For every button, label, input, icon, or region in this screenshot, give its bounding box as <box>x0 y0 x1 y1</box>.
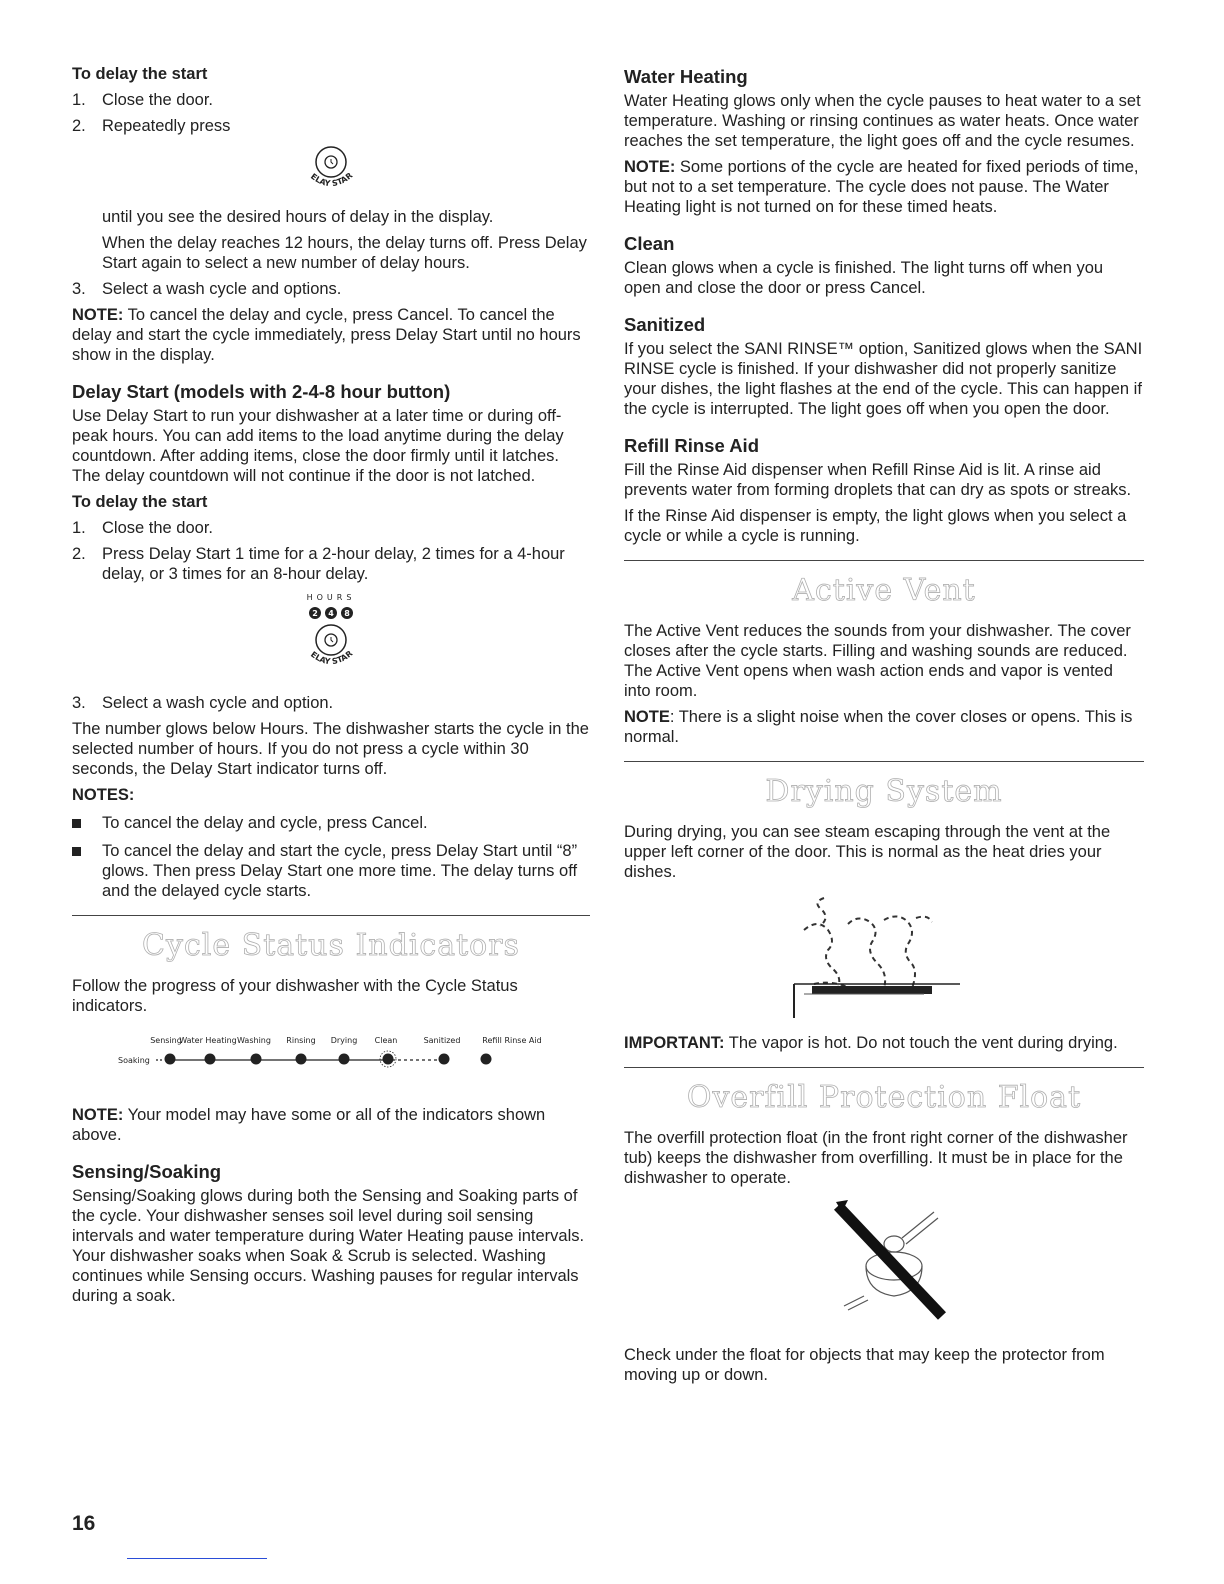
note-cancel: NOTE: To cancel the delay and cycle, press Cancel. To cancel the delay and start the cycle immediately, press Delay Start until no hours show in the display. <box>72 306 581 364</box>
sanitized-heading: Sanitized <box>624 314 706 335</box>
refill-rinse-aid-heading: Refill Rinse Aid <box>624 435 760 456</box>
list-item: To cancel the delay and start the cycle, press Delay Start until “8” glows. Then press Delay Start one more time. The delay turns off and the delayed cycle starts. <box>72 841 590 901</box>
indicator-label: Water Heating <box>179 1036 237 1045</box>
number-glows-text: The number glows below Hours. The dishwasher starts the cycle in the selected number of hours. If you do not press a cycle within 30 seconds, the Delay Start indicator turns off. <box>72 720 589 778</box>
cycle-status-diagram <box>72 1026 590 1091</box>
delay-steps-list-2 <box>72 518 590 584</box>
indicator-label: Drying <box>330 1036 358 1045</box>
sensing-soaking-text: Sensing/Soaking glows during both the Sensing and Soaking parts of the cycle. Your dishwasher senses soil level during soil sensing intervals and water temperature during Water Heating pause intervals. Your dishwasher soaks when Soak & Scrub is selected. Washing continues while Sensing occurs. Washing pauses for regular intervals during a soak. <box>72 1187 585 1305</box>
indicator-light <box>339 1054 350 1065</box>
delay-start-button-icon <box>72 142 590 203</box>
svg-text:2: 2 <box>312 609 318 618</box>
water-heating-note: NOTE: Some portions of the cycle are heated for fixed periods of time, but not to a set temperature. The cycle does not pause. The Water Heating light is not turned on for these timed heats. <box>624 158 1139 216</box>
until-text: until you see the desired hours of delay in the display. <box>102 208 494 226</box>
important-vapor-warning: IMPORTANT: The vapor is hot. Do not touch the vent during drying. <box>624 1034 1118 1052</box>
section-divider <box>624 761 1144 762</box>
indicator-label: Refill Rinse Aid <box>482 1036 542 1045</box>
list-item: To cancel the delay and cycle, press Cancel. <box>72 813 590 833</box>
check-under-float-text: Check under the float for objects that may keep the protector from moving up or down. <box>624 1346 1105 1384</box>
indicator-label: Sanitized <box>423 1036 461 1045</box>
list-item: 1. Close the door. <box>72 91 213 109</box>
indicator-label: Clean <box>374 1036 398 1045</box>
delay-steps-list-cont <box>72 279 590 299</box>
indicator-label: Washing <box>237 1036 271 1045</box>
delay-start-subheading: To delay the start <box>72 65 208 83</box>
active-vent-text: The Active Vent reduces the sounds from your dishwasher. The cover closes after the cycle starts. Filling and washing sounds are reduced. The Active Vent opens when wash action ends and vapor is vented into room. <box>624 622 1131 700</box>
bottom-link-line <box>127 1558 267 1559</box>
svg-text:DELAY START: ELAY STAR <box>308 649 355 667</box>
list-item: 3. Select a wash cycle and options. <box>72 280 342 298</box>
overfill-float-illustration <box>624 1196 1144 1331</box>
cycle-status-intro: Follow the progress of your dishwasher with the Cycle Status indicators. <box>72 977 518 1015</box>
list-item: 2. Repeatedly press <box>72 117 231 135</box>
list-item: 3. Select a wash cycle and option. <box>72 694 334 712</box>
refill-rinse-aid-text-1: Fill the Rinse Aid dispenser when Refill Rinse Aid is lit. A rinse aid prevents water from forming droplets that can dry as spots or streaks. <box>624 461 1132 499</box>
drying-system-title: Drying System <box>765 774 1003 809</box>
sanitized-text: If you select the SANI RINSE™ option, Sanitized glows when the SANI RINSE cycle is finished. If your dishwasher did not properly sanitize your dishes, the light flashes at the end of the cycle. This can happen if the cycle is interrupted. The light goes off when you open the door. <box>624 340 1143 418</box>
active-vent-note: NOTE: There is a slight noise when the cover closes or opens. This is normal. <box>624 708 1133 746</box>
hours-delay-button-icon <box>72 590 590 687</box>
soaking-label: Soaking <box>118 1056 150 1065</box>
svg-text:DELAY START: ELAY STAR <box>308 171 355 189</box>
drying-system-text: During drying, you can see steam escaping through the vent at the upper left corner of the door. This is normal as the heat dries your dishes. <box>624 823 1111 881</box>
indicator-light <box>439 1054 450 1065</box>
indicator-label: Sensing <box>150 1036 182 1045</box>
active-vent-title: Active Vent <box>792 573 976 608</box>
list-item: 1. Close the door. <box>72 519 213 537</box>
notes-heading: NOTES: <box>72 786 135 804</box>
delay-start-248-heading: Delay Start (models with 2-4-8 hour button) <box>72 381 451 402</box>
svg-text:8: 8 <box>344 609 350 618</box>
delay-start-subheading-2: To delay the start <box>72 493 208 511</box>
water-heating-heading: Water Heating <box>624 66 748 87</box>
list-item: 2. Press Delay Start 1 time for a 2-hour delay, 2 times for a 4-hour delay, or 3 times for an 8-hour delay. <box>72 545 565 583</box>
section-divider <box>624 1067 1144 1068</box>
hours-label: HOURS <box>306 593 356 602</box>
section-divider <box>624 560 1144 561</box>
delay-steps-list <box>72 90 590 136</box>
left-column <box>72 64 590 1312</box>
refill-rinse-aid-text-2: If the Rinse Aid dispenser is empty, the light glows when you select a cycle or while a cycle is running. <box>624 507 1127 545</box>
steam-vent-illustration <box>624 888 1144 1023</box>
clean-text: Clean glows when a cycle is finished. The light turns off when you open and close the door or press Cancel. <box>624 259 1104 297</box>
page-number: 16 <box>72 1512 96 1535</box>
water-heating-text: Water Heating glows only when the cycle pauses to heat water to a set temperature. Washing or rinsing continues as water heats. Once water reaches the set temperature, the light goes off and the cycle resumes. <box>624 92 1141 150</box>
sensing-soaking-heading: Sensing/Soaking <box>72 1161 222 1182</box>
cycle-status-indicators-title: Cycle Status Indicators <box>142 928 520 963</box>
indicator-light <box>296 1054 307 1065</box>
indicator-light <box>481 1054 492 1065</box>
indicator-light <box>165 1054 176 1065</box>
right-column <box>624 64 1144 1391</box>
overfill-protection-float-title: Overfill Protection Float <box>686 1080 1082 1115</box>
indicator-light <box>205 1054 216 1065</box>
overfill-text: The overfill protection float (in the front right corner of the dishwasher tub) keeps the dishwasher from overfilling. It must be in place for the dishwasher to operate. <box>624 1129 1128 1187</box>
delay-12-hours-text: When the delay reaches 12 hours, the delay turns off. Press Delay Start again to select a new number of delay hours. <box>102 234 587 272</box>
delay-steps-list-2-cont <box>72 693 590 713</box>
svg-text:4: 4 <box>328 609 334 618</box>
clean-heading: Clean <box>624 233 675 254</box>
section-divider <box>72 915 590 916</box>
indicator-label: Rinsing <box>286 1036 316 1045</box>
notes-list <box>72 813 590 901</box>
delay-start-248-text: Use Delay Start to run your dishwasher at a later time or during off-peak hours. You can add items to the load anytime during the delay countdown. After adding items, close the door firmly until it latches. The delay countdown will not continue if the door is not latched. <box>72 407 564 485</box>
indicator-light <box>383 1054 394 1065</box>
note-indicators: NOTE: Your model may have some or all of the indicators shown above. <box>72 1106 546 1144</box>
indicator-light <box>251 1054 262 1065</box>
